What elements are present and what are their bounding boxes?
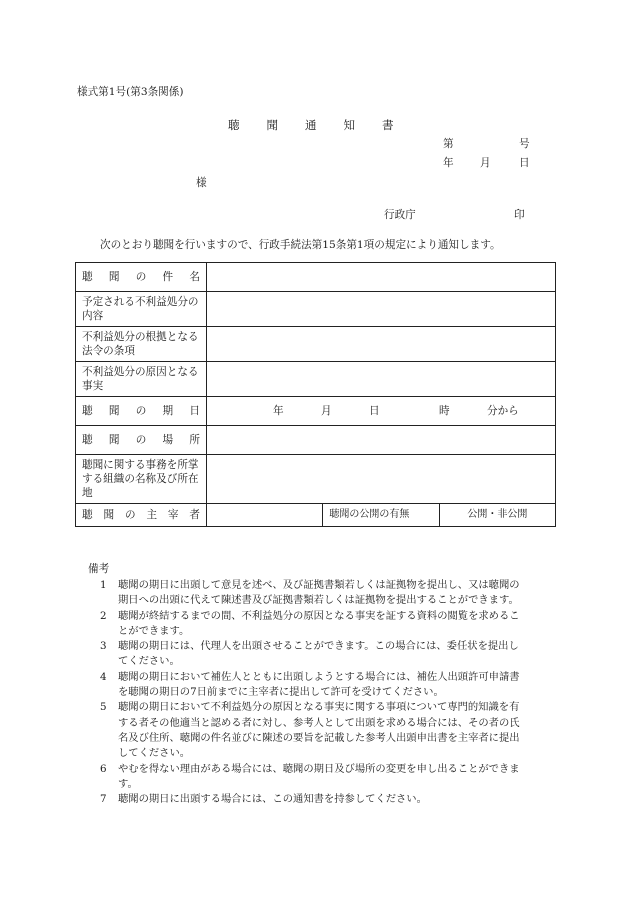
table-row	[76, 426, 556, 455]
table-row	[76, 292, 556, 327]
list-item	[96, 609, 526, 640]
hearing-details-table	[75, 262, 556, 527]
note-text: 聴聞の期日において不利益処分の原因となる事実に関する事項について専門的知識を有する者その他適当と認める者に対し、参考人として出頭を求める場合には、その者の氏名及び住所、聴聞の件名並びに陳述の要旨を記載した参考人出頭申出書を主宰者に提出してください。	[118, 701, 520, 760]
list-item	[96, 639, 526, 670]
form-number: 様式第1号(第3条関係)	[77, 86, 184, 98]
hearing-day-label: 日	[369, 405, 380, 417]
table-row	[76, 455, 556, 504]
cause-facts-field[interactable]	[207, 362, 556, 397]
place-field[interactable]	[207, 426, 556, 455]
table-row	[76, 504, 556, 527]
note-text: やむを得ない理由がある場合には、聴聞の期日及び場所の変更を申し出ることができます。	[118, 762, 520, 790]
list-item	[96, 762, 526, 793]
note-number: 5	[100, 701, 107, 714]
expected-disposition-label: 予定される不利益処分の内容	[76, 292, 207, 327]
office-label: 聴聞に関する事務を所掌する組織の名称及び所在地	[76, 455, 207, 504]
place-label: 聴聞の場所	[76, 426, 207, 455]
note-number: 3	[100, 640, 107, 653]
note-number: 1	[100, 579, 107, 591]
subject-label: 聴聞の件名	[76, 263, 207, 292]
notes-heading: 備考	[88, 563, 110, 575]
date-year-label: 年	[443, 157, 454, 169]
subject-field[interactable]	[207, 263, 556, 292]
date-day-label: 日	[519, 157, 530, 169]
date-month-label: 月	[480, 157, 491, 169]
note-number: 7	[100, 793, 107, 806]
note-number: 2	[100, 609, 107, 622]
agency-label: 行政庁	[384, 209, 416, 221]
hearing-year-label: 年	[273, 405, 284, 417]
presider-field[interactable]	[207, 504, 323, 527]
table-row	[76, 397, 556, 426]
legal-basis-label: 不利益処分の根拠となる法令の条項	[76, 327, 207, 362]
note-number: 4	[100, 670, 107, 683]
hearing-hour-label: 時	[439, 405, 450, 417]
public-choice[interactable]: 公開・非公開	[439, 504, 555, 527]
list-item	[96, 700, 526, 761]
hearing-minute-label: 分から	[487, 405, 519, 417]
notes-list	[96, 578, 526, 807]
note-text: 聴聞の期日において補佐人とともに出頭しようとする場合には、補佐人出頭許可申請書を聴聞の期日の7日前までに主宰者に提出して許可を受けてください。	[118, 670, 520, 699]
list-item	[96, 670, 526, 701]
table-row	[76, 327, 556, 362]
table-row	[76, 263, 556, 292]
hearing-month-label: 月	[321, 405, 332, 417]
legal-basis-field[interactable]	[207, 327, 556, 362]
date-label: 聴聞の期日	[76, 397, 207, 426]
addressee-suffix: 様	[196, 177, 207, 189]
cause-facts-label: 不利益処分の原因となる事実	[76, 362, 207, 397]
note-text: 聴聞の期日には、代理人を出頭させることができます。この場合には、委任状を提出してください。	[118, 640, 519, 668]
presider-label: 聴聞の主宰者	[76, 504, 207, 527]
number-suffix: 号	[519, 138, 530, 150]
public-label: 聴聞の公開の有無	[323, 504, 439, 527]
list-item	[96, 578, 526, 609]
note-text: 聴聞が終結するまでの間、不利益処分の原因となる事実を証する資料の閲覧を求めることができます。	[118, 609, 520, 637]
note-text: 聴聞の期日に出頭する場合には、この通知書を持参してください。	[118, 793, 427, 806]
expected-disposition-field[interactable]	[207, 292, 556, 327]
document-title: 聴聞通知書	[228, 118, 421, 132]
number-prefix: 第	[443, 138, 454, 150]
intro-text: 次のとおり聴聞を行いますので、行政手続法第15条第1項の規定により通知します。	[100, 239, 501, 251]
hearing-date-field[interactable]	[207, 397, 556, 426]
note-text: 聴聞の期日に出頭して意見を述べ、及び証拠書類若しくは証拠物を提出し、又は聴聞の期日への出頭に代えて陳述書及び証拠書類若しくは証拠物を提出することができます。	[118, 579, 520, 607]
note-number: 6	[100, 762, 107, 775]
table-row	[76, 362, 556, 397]
seal-mark: 印	[514, 209, 525, 221]
list-item	[96, 792, 526, 807]
office-field[interactable]	[207, 455, 556, 504]
